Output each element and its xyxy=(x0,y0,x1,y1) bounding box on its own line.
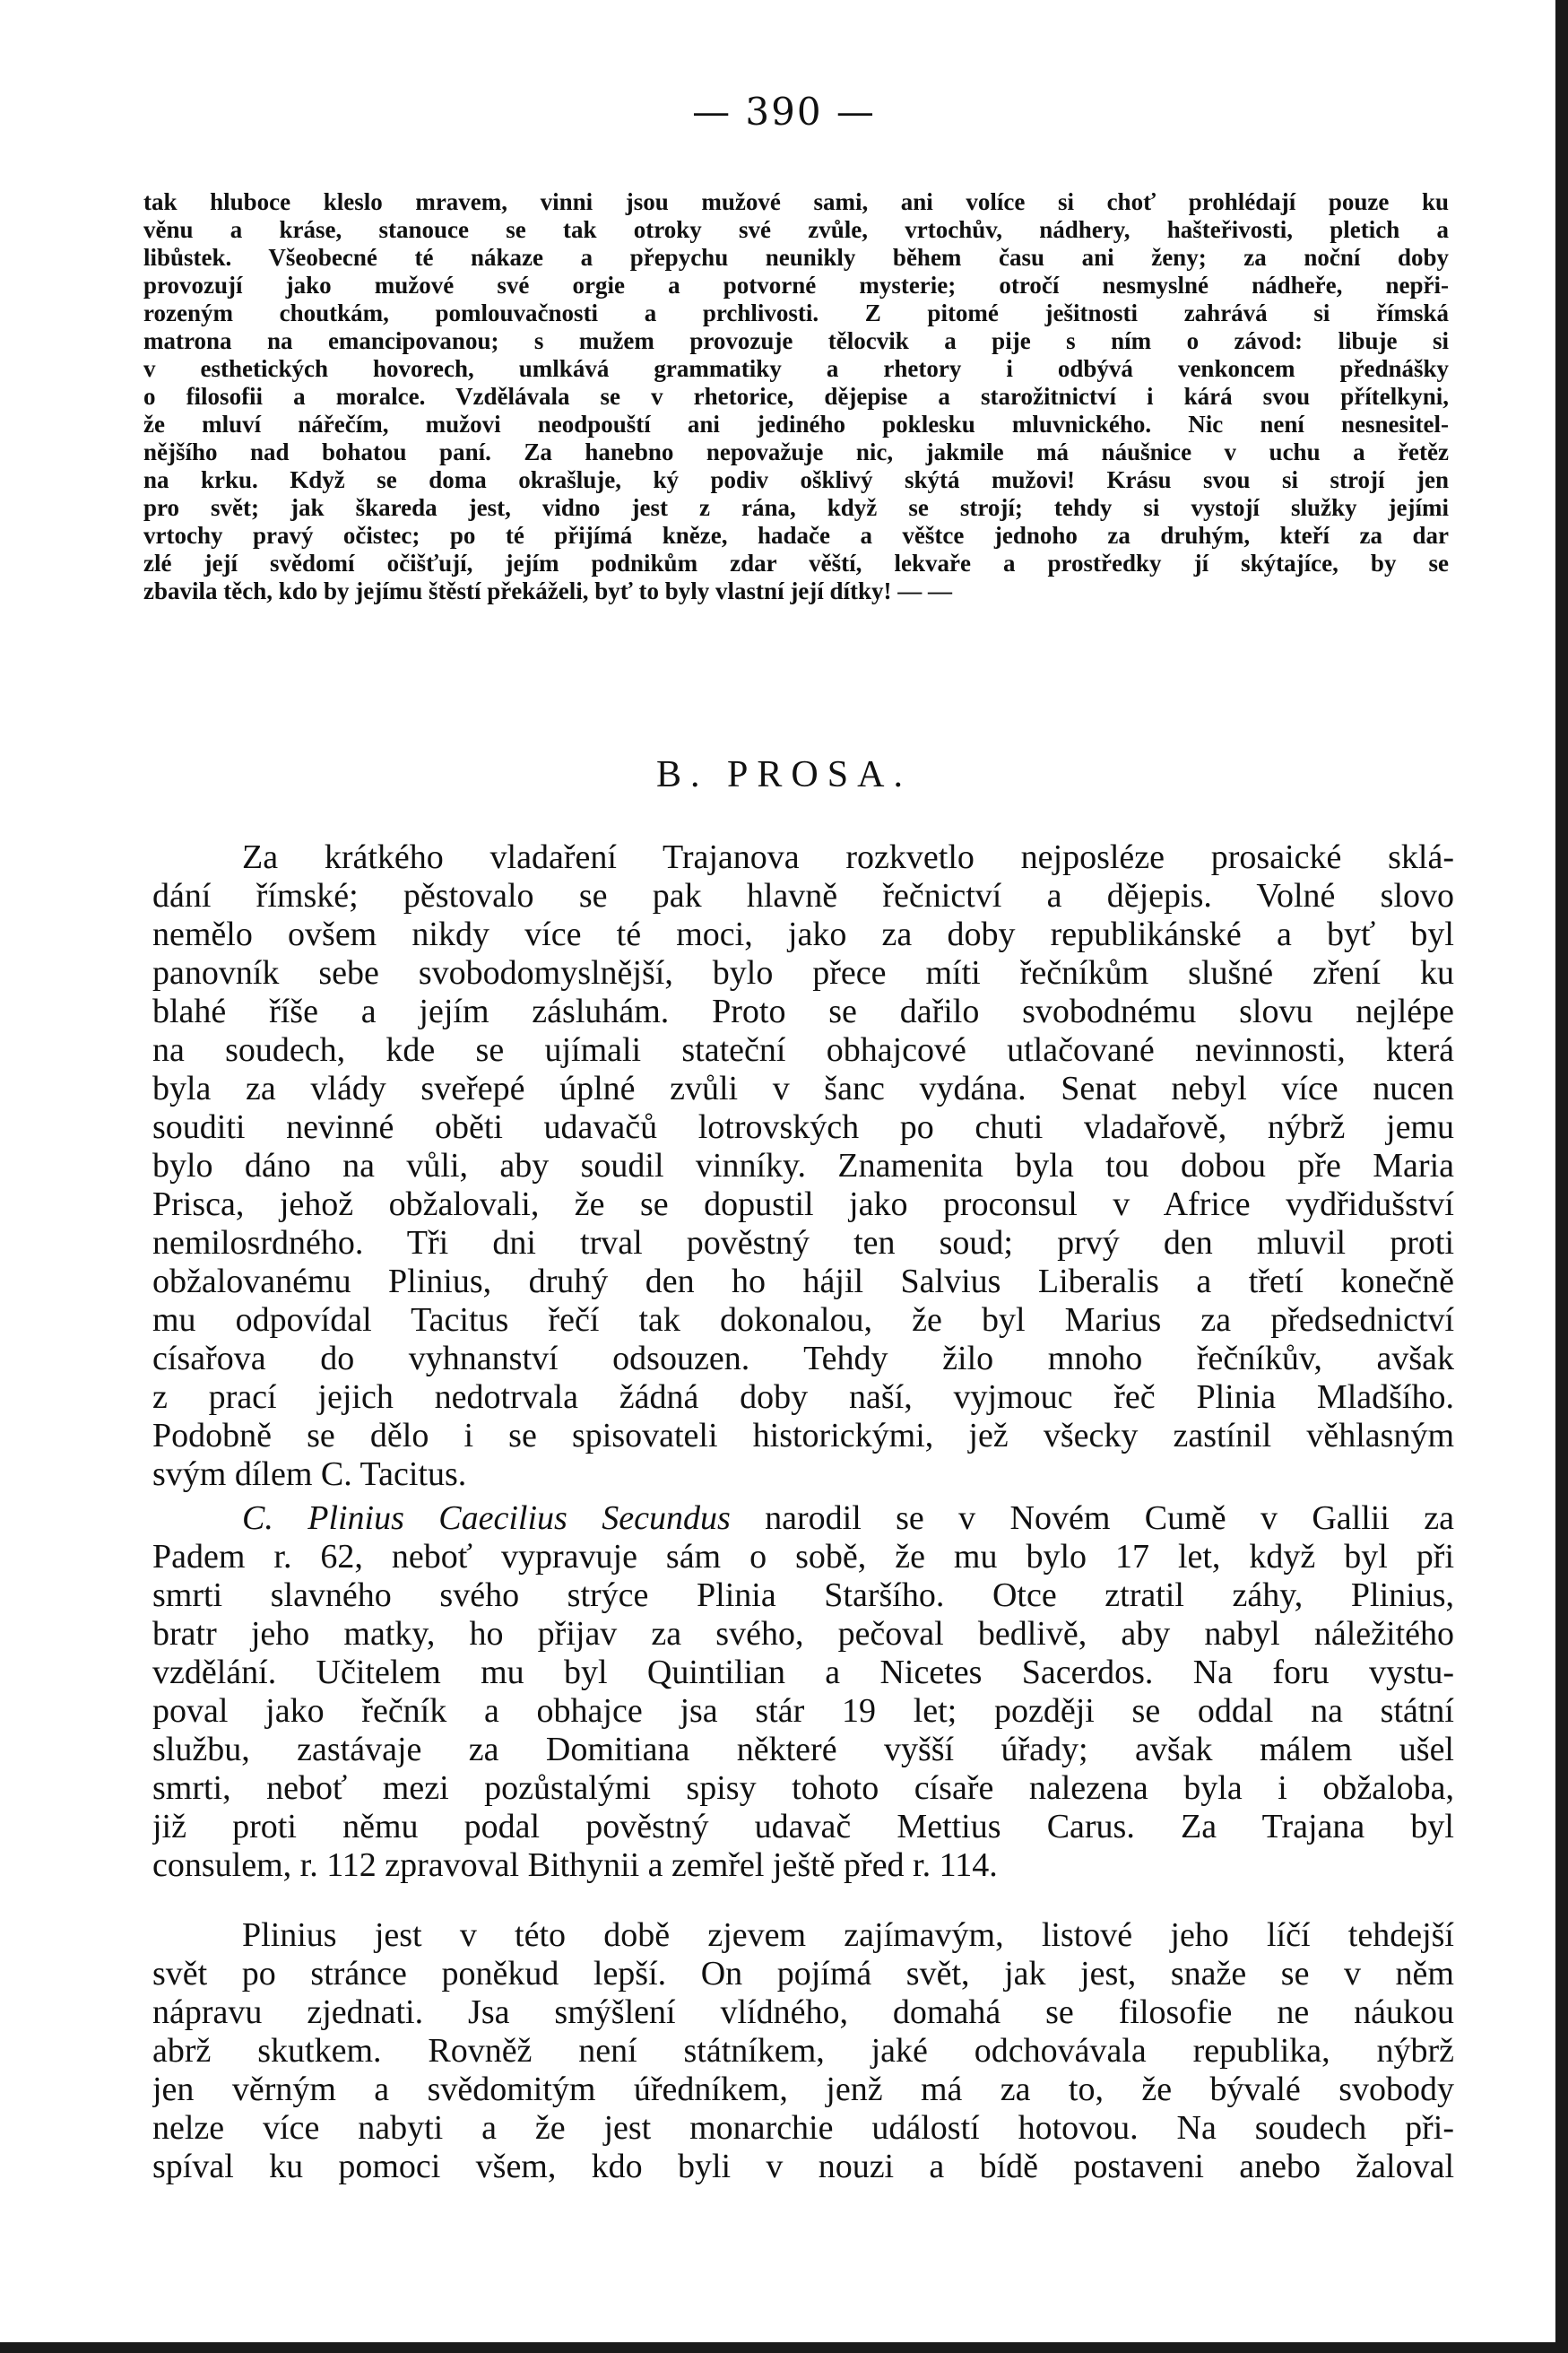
text-line: vrtochy pravý očistec; po té přijímá kněze, hadače a věštce jednoho za druhým, kteří za dar xyxy=(143,522,1449,549)
text-line: Podobně se dělo i se spisovateli historickými, jež všecky zastínil věhlasným xyxy=(152,1417,1454,1454)
text-line: rozeným choutkám, pomlouvačnosti a prchlivosti. Z pitomé ješitnosti zahrává si římská xyxy=(143,300,1449,326)
text-line: nějšího nad bohatou paní. Za hanebno nepovažuje nic, jakmile má náušnice v uchu a řetěz xyxy=(143,438,1449,465)
page-number: — 390 — xyxy=(692,90,876,134)
text-line: službu, zastávaje za Domitiana některé vyšší úřady; avšak málem ušel xyxy=(152,1731,1454,1768)
text-line: nemilosrdného. Tři dni trval pověstný ten soud; prvý den mluvil proti xyxy=(152,1224,1454,1262)
text-line: svým dílem C. Tacitus. xyxy=(152,1455,467,1493)
text-line: obžalovanému Plinius, druhý den ho hájil Salvius Liberalis a třetí konečně xyxy=(152,1263,1454,1300)
text-line: byla za vlády sveřepé úplné zvůli v šanc vydána. Senat nebyl více nucen xyxy=(152,1070,1454,1107)
section-heading: B. PROSA. xyxy=(656,754,912,795)
text-line: Padem r. 62, neboť vypravuje sám o sobě, že mu bylo 17 let, když byl při xyxy=(152,1538,1454,1576)
text-line: Za krátkého vladaření Trajanova rozkvetlo nejposléze prosaické sklá- xyxy=(242,838,1454,876)
text-line: věnu a kráse, stanouce se tak otroky své zvůle, vrtochův, nádhery, hašteřivosti, pletich a xyxy=(143,216,1449,243)
text-line: že mluví nářečím, mužovi neodpouští ani jediného poklesku mluvnického. Nic není nesnesitel- xyxy=(143,411,1449,438)
text-line: matrona na emancipovanou; s mužem provozuje tělocvik a pije s ním o závod: libuje si xyxy=(143,327,1449,354)
text-line: poval jako řečník a obhajce jsa stár 19 let; později se oddal na státní xyxy=(152,1692,1454,1730)
text-line: smrti, neboť mezi pozůstalými spisy tohoto císaře nalezena byla i obžaloba, xyxy=(152,1769,1454,1807)
paragraph-3 xyxy=(152,1916,1454,2186)
text-fragment: narodil se v Novém Cumě v Gallii za xyxy=(730,1499,1454,1537)
text-line: na soudech, kde se ujímali stateční obhajcové utlačované nevinnosti, která xyxy=(152,1031,1454,1069)
text-line: spíval ku pomoci všem, kdo byli v nouzi a bídě postaveni anebo žaloval xyxy=(152,2148,1454,2185)
text-line: Plinius jest v této době zjevem zajímavým, listové jeho líčí tehdejší xyxy=(242,1916,1454,1954)
text-line: abrž skutkem. Rovněž není státníkem, jaké odchovávala republika, nýbrž xyxy=(152,2032,1454,2070)
text-line: Prisca, jehož obžalovali, že se dopustil jako proconsul v Africe vydřidušství xyxy=(152,1185,1454,1223)
text-line: bratr jeho matky, ho přijav za svého, pečoval bedlivě, aby nabyl náležitého xyxy=(152,1615,1454,1653)
text-line: vzdělání. Učitelem mu byl Quintilian a Nicetes Sacerdos. Na foru vystu- xyxy=(152,1654,1454,1691)
text-line: již proti němu podal pověstný udavač Mettius Carus. Za Trajana byl xyxy=(152,1808,1454,1845)
text-line: z prací jejich nedotrvala žádná doby naší, vyjmouc řeč Plinia Mladšího. xyxy=(152,1378,1454,1416)
author-name-italic: C. Plinius Caecilius Secundus xyxy=(242,1499,731,1537)
text-line: v esthetických hovorech, umlkává grammatiky a rhetory i odbývá venkoncem přednášky xyxy=(143,355,1449,382)
text-line: nelze více nabyti a že jest monarchie událostí hotovou. Na soudech při- xyxy=(152,2109,1454,2147)
paragraph-1 xyxy=(152,838,1454,1494)
text-line: dání římské; pěstovalo se pak hlavně řečnictví a dějepis. Volné slovo xyxy=(152,877,1454,915)
text-line: smrti slavného svého strýce Plinia Staršího. Otce ztratil záhy, Plinius, xyxy=(152,1576,1454,1614)
text-line: svět po stránce poněkud lepší. On pojímá svět, jak jest, snaže se v něm xyxy=(152,1955,1454,1993)
text-line: zbavila těch, kdo by jejímu štěstí překáželi, byť to byly vlastní její dítky! — — xyxy=(143,577,953,604)
text-line: provozují jako mužové své orgie a potvorné mysterie; otročí nesmyslné nádheře, nepři- xyxy=(143,272,1449,299)
text-line: zlé její svědomí očišťují, jejím podnikům zdar věští, lekvaře a prostředky jí skýtajíce, by se xyxy=(143,550,1449,577)
text-line: nápravu zjednati. Jsa smýšlení vlídného, domahá se filosofie ne náukou xyxy=(152,1993,1454,2031)
text-line: císařova do vyhnanství odsouzen. Tehdy žilo mnoho řečníkův, avšak xyxy=(152,1340,1454,1377)
text-line: o filosofii a moralce. Vzdělávala se v rhetorice, dějepise a starožitnictví i kárá svou přítelkyni, xyxy=(143,383,1449,410)
text-line: souditi nevinné oběti udavačů lotrovských po chuti vladařově, nýbrž jemu xyxy=(152,1108,1454,1146)
text-line: tak hluboce kleslo mravem, vinni jsou mužové sami, ani volíce si choť prohlédají pouze ku xyxy=(143,188,1449,215)
text-line: panovník sebe svobodomyslnější, bylo přece míti řečníkům slušné zření ku xyxy=(152,954,1454,992)
text-line: pro svět; jak škareda jest, vidno jest z rána, když se strojí; tehdy si vystojí služky jejími xyxy=(143,494,1449,521)
text-line xyxy=(152,1499,1454,1538)
small-print-paragraph xyxy=(143,188,1449,605)
text-line: nemělo ovšem nikdy více té moci, jako za doby republikánské a byť byl xyxy=(152,916,1454,953)
text-line: na krku. Když se doma okrašluje, ký podiv ošklivý skýtá mužovi! Krásu svou si strojí jen xyxy=(143,466,1449,493)
paragraph-2 xyxy=(152,1499,1454,1885)
text-line: libůstek. Všeobecné té nákaze a přepychu neunikly během času ani ženy; za noční doby xyxy=(143,244,1449,271)
text-line: bylo dáno na vůli, aby soudil vinníky. Znamenita byla tou dobou pře Maria xyxy=(152,1147,1454,1185)
text-line: blahé říše a jejím zásluhám. Proto se dařilo svobodnému slovu nejlépe xyxy=(152,993,1454,1030)
text-line: mu odpovídal Tacitus řečí tak dokonalou, že byl Marius za předsednictví xyxy=(152,1301,1454,1339)
text-line: consulem, r. 112 zpravoval Bithynii a zemřel ještě před r. 114. xyxy=(152,1846,998,1884)
text-line: jen věrným a svědomitým úředníkem, jenž má za to, že bývalé svobody xyxy=(152,2071,1454,2108)
